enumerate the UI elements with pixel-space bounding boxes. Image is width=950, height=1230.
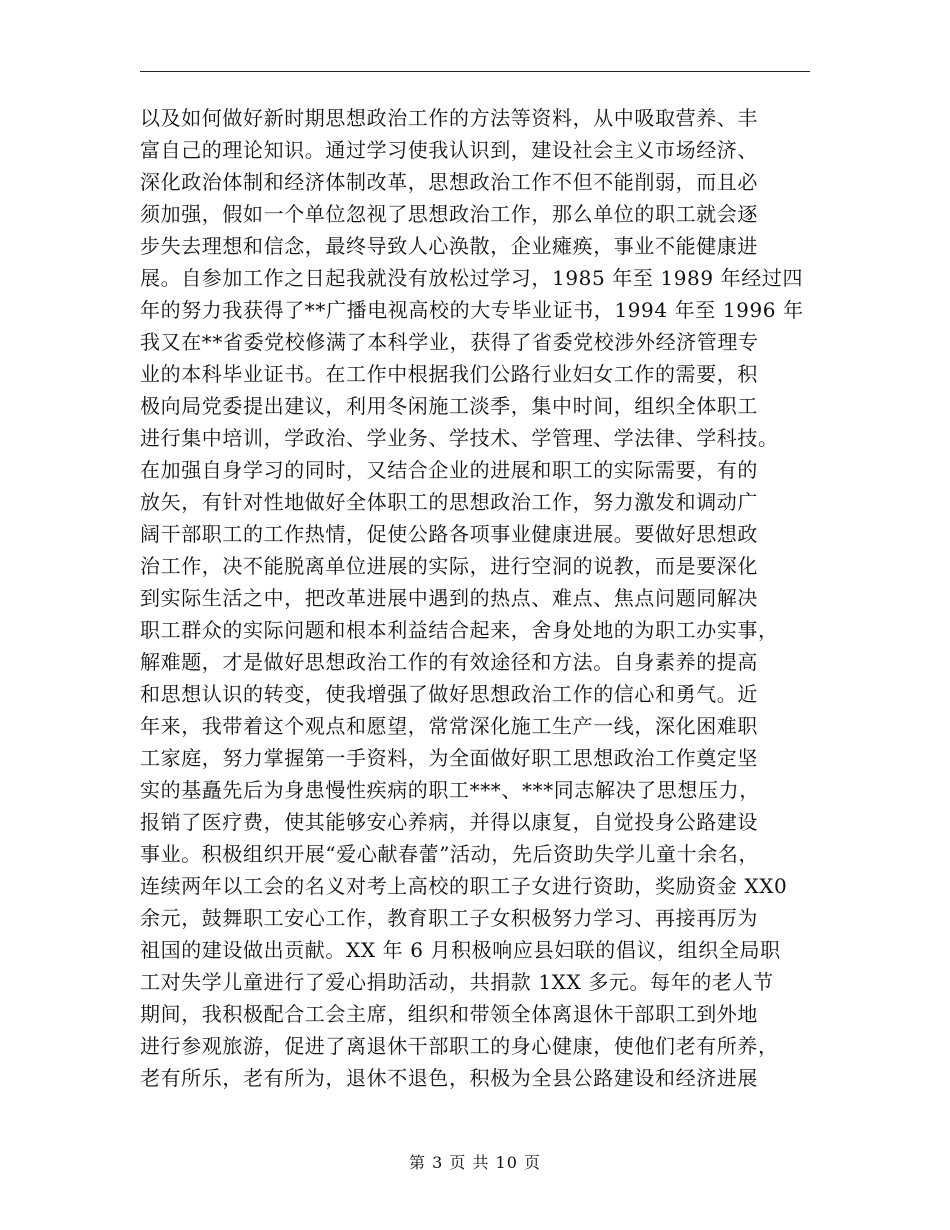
text-line: 进行参观旅游，促进了离退休干部职工的身心健康，使他们老有所养， [140, 1034, 779, 1058]
text-line: 事业。积极组织开展“爱心献春蕾”活动，先后资助失学儿童十余名， [140, 842, 760, 866]
text-line: 阔干部职工的工作热情，促使公路各项事业健康进展。要做好思想政 [140, 522, 758, 546]
text-line: 到实际生活之中，把改革进展中遇到的热点、难点、焦点问题同解决 [140, 586, 758, 610]
text-line: 和思想认识的转变，使我增强了做好思想政治工作的信心和勇气。近 [140, 682, 758, 706]
header-rule [140, 71, 810, 72]
text-line: 须加强，假如一个单位忽视了思想政治工作，那么单位的职工就会逐 [140, 202, 758, 226]
text-line: 放矢，有针对性地做好全体职工的思想政治工作，努力激发和调动广 [140, 490, 758, 514]
text-line: 年来，我带着这个观点和愿望，常常深化施工生产一线，深化困难职 [140, 714, 758, 738]
page-number-footer: 第 3 页 共 10 页 [409, 1153, 541, 1172]
text-line: 富自己的理论知识。通过学习使我认识到，建设社会主义市场经济、 [140, 138, 758, 162]
text-line: 深化政治体制和经济体制改革，思想政治工作不但不能削弱，而且必 [140, 170, 758, 194]
text-line: 祖国的建设做出贡献。XX 年 6 月积极响应县妇联的倡议，组织全局职 [140, 938, 781, 962]
text-line: 在加强自身学习的同时，又结合企业的进展和职工的实际需要，有的 [140, 458, 758, 482]
text-line: 职工群众的实际问题和根本利益结合起来，舍身处地的为职工办实事， [140, 618, 779, 642]
text-line: 报销了医疗费，使其能够安心养病，并得以康复，自觉投身公路建设 [140, 810, 758, 834]
text-line: 工对失学儿童进行了爱心捐助活动，共捐款 1XX 多元。每年的老人节 [140, 970, 774, 994]
text-line: 展。自参加工作之日起我就没有放松过学习，1985 年至 1989 年经过四 [140, 266, 804, 290]
text-line: 治工作，决不能脱离单位进展的实际，进行空洞的说教，而是要深化 [140, 554, 758, 578]
text-line: 实的基矗先后为身患慢性疾病的职工***、***同志解决了思想压力， [140, 778, 760, 802]
text-line: 极向局党委提出建议，利用冬闲施工淡季，集中时间，组织全体职工 [140, 394, 758, 418]
body-text [140, 102, 820, 1094]
text-line: 工家庭，努力掌握第一手资料，为全面做好职工思想政治工作奠定坚 [140, 746, 758, 770]
text-line: 余元，鼓舞职工安心工作，教育职工子女积极努力学习、再接再厉为 [140, 906, 758, 930]
text-line: 以及如何做好新时期思想政治工作的方法等资料，从中吸取营养、丰 [140, 106, 758, 130]
text-line: 解难题，才是做好思想政治工作的有效途径和方法。自身素养的提高 [140, 650, 758, 674]
text-line: 我又在**省委党校修满了本科学业，获得了省委党校涉外经济管理专 [140, 330, 759, 354]
text-line: 进行集中培训，学政治、学业务、学技术、学管理、学法律、学科技。 [140, 426, 779, 450]
text-line: 老有所乐，老有所为，退休不退色，积极为全县公路建设和经济进展 [140, 1066, 758, 1090]
text-line: 年的努力我获得了**广播电视高校的大专毕业证书，1994 年至 1996 年 [140, 298, 804, 322]
text-line: 期间，我积极配合工会主席，组织和带领全体离退休干部职工到外地 [140, 1002, 758, 1026]
text-line: 连续两年以工会的名义对考上高校的职工子女进行资助，奖励资金 XX0 [140, 874, 788, 898]
text-line: 业的本科毕业证书。在工作中根据我们公路行业妇女工作的需要，积 [140, 362, 758, 386]
text-line: 步失去理想和信念，最终导致人心涣散，企业瘫痪，事业不能健康进 [140, 234, 758, 258]
